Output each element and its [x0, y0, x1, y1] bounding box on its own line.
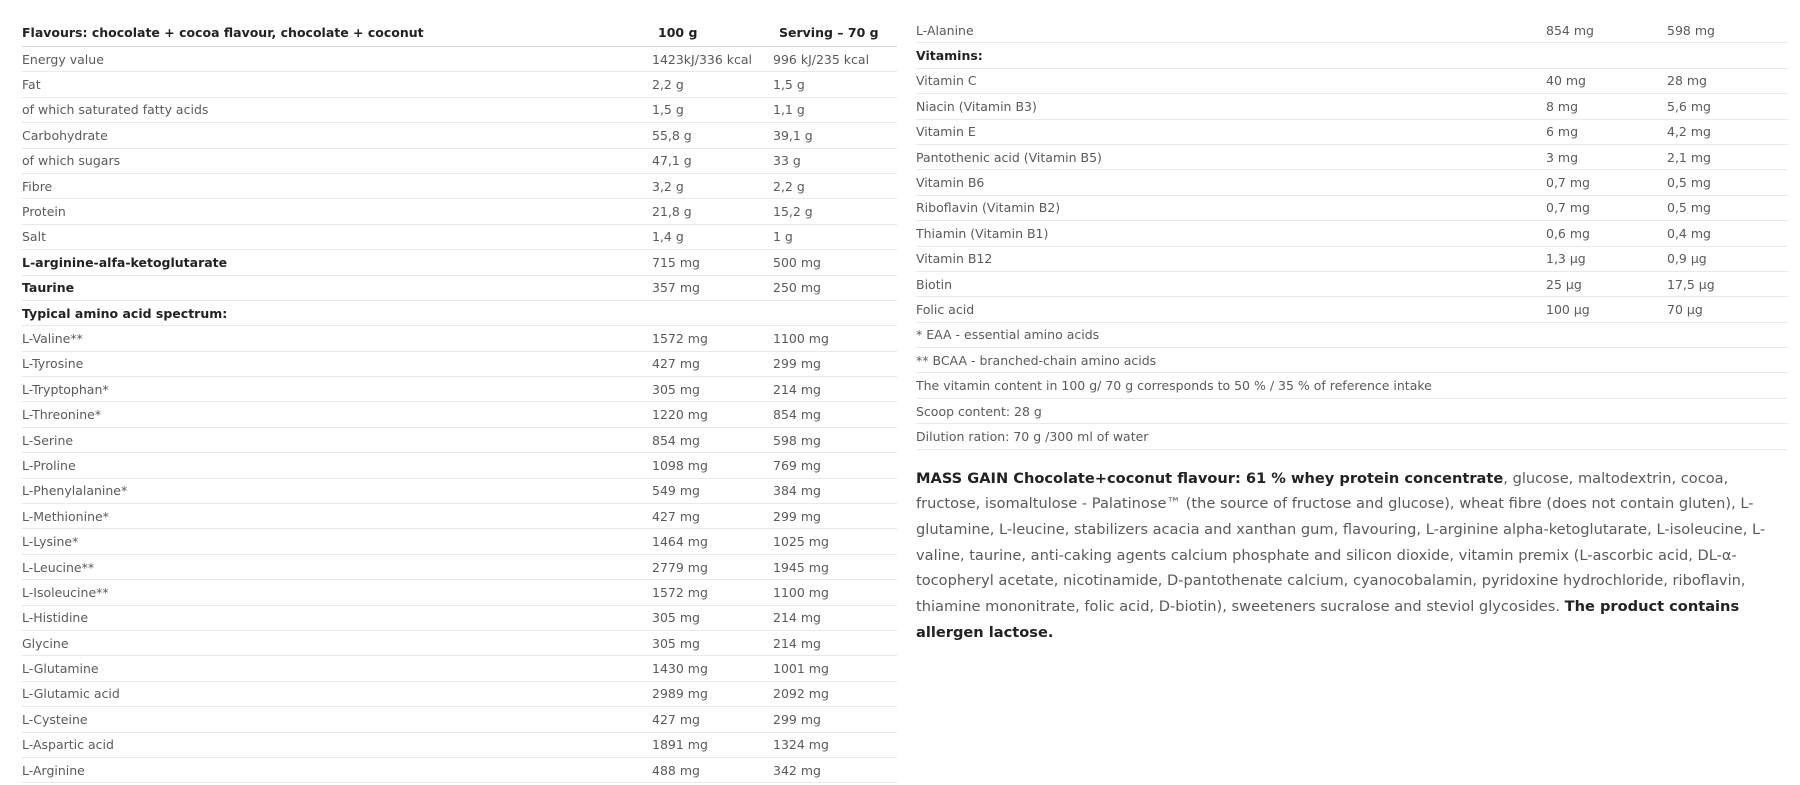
table-row: [22, 275, 897, 300]
table-row: [22, 300, 897, 325]
row-value-serving: 1,5 g: [773, 72, 897, 97]
row-value-100g: 854 mg: [652, 427, 773, 452]
table-row: [22, 250, 897, 275]
vitamins-panel: [916, 18, 1788, 660]
row-value-serving: 342 mg: [773, 757, 897, 782]
row-value-serving: 70 µg: [1667, 297, 1788, 322]
table-row: [22, 504, 897, 529]
row-label: L-Threonine*: [22, 402, 652, 427]
table-row: [916, 170, 1788, 195]
row-value-serving: 0,4 mg: [1667, 221, 1788, 246]
row-label: Folic acid: [916, 297, 1546, 322]
vitamins-table: [916, 18, 1788, 450]
table-row: [916, 18, 1788, 43]
row-label: L-Serine: [22, 427, 652, 452]
table-row: [916, 43, 1788, 68]
row-value-100g: 55,8 g: [652, 123, 773, 148]
table-row: [22, 199, 897, 224]
row-label: Fat: [22, 72, 652, 97]
row-label: L-Lysine*: [22, 529, 652, 554]
table-row: [916, 144, 1788, 169]
row-value-serving: 0,5 mg: [1667, 170, 1788, 195]
table-row: [916, 246, 1788, 271]
row-value-serving: 1100 mg: [773, 580, 897, 605]
row-value-serving: 1,1 g: [773, 97, 897, 122]
row-label: L-Histidine: [22, 605, 652, 630]
note-text: The vitamin content in 100 g/ 70 g corresponds to 50 % / 35 % of reference intake: [916, 373, 1788, 398]
row-value-100g: 8 mg: [1546, 94, 1667, 119]
allergen-note: The product contains allergen lactose.: [916, 598, 1740, 641]
row-value-serving: 214 mg: [773, 377, 897, 402]
row-label: Niacin (Vitamin B3): [916, 94, 1546, 119]
row-value-serving: 15,2 g: [773, 199, 897, 224]
table-row: [22, 681, 897, 706]
row-value-100g: 1464 mg: [652, 529, 773, 554]
row-value-100g: 1423kJ/336 kcal: [652, 47, 773, 72]
table-row: [22, 47, 897, 72]
row-value-100g: 305 mg: [652, 605, 773, 630]
row-value-100g: 1,3 µg: [1546, 246, 1667, 271]
row-label: Fibre: [22, 173, 652, 198]
header-serving: Serving – 70 g: [773, 18, 897, 47]
table-row: [22, 630, 897, 655]
table-row: [22, 173, 897, 198]
header-flavours: Flavours: chocolate + cocoa flavour, chocolate + coconut: [22, 18, 652, 47]
row-value-serving: 1100 mg: [773, 326, 897, 351]
table-row: [22, 707, 897, 732]
row-value-serving: 996 kJ/235 kcal: [773, 47, 897, 72]
row-value-serving: 299 mg: [773, 351, 897, 376]
row-value-serving: 0,5 mg: [1667, 195, 1788, 220]
table-row: [22, 478, 897, 503]
row-label: Riboflavin (Vitamin B2): [916, 195, 1546, 220]
header-per-100g: 100 g: [652, 18, 773, 47]
table-row: [22, 224, 897, 249]
row-value-serving: 17,5 µg: [1667, 271, 1788, 296]
note-row: [916, 373, 1788, 398]
row-value-100g: 1220 mg: [652, 402, 773, 427]
row-label: Energy value: [22, 47, 652, 72]
row-value-100g: 2,2 g: [652, 72, 773, 97]
row-label: Vitamin C: [916, 68, 1546, 93]
row-value-serving: 854 mg: [773, 402, 897, 427]
row-value-serving: 250 mg: [773, 275, 897, 300]
row-label: of which saturated fatty acids: [22, 97, 652, 122]
row-value-100g: 427 mg: [652, 504, 773, 529]
row-value-100g: 0,7 mg: [1546, 195, 1667, 220]
row-value-serving: 598 mg: [773, 427, 897, 452]
row-value-100g: 488 mg: [652, 757, 773, 782]
table-row: [22, 757, 897, 782]
ingredients-lead: MASS GAIN Chocolate+coconut flavour: 61 % whey protein concentrate: [916, 469, 1504, 487]
row-value-100g: 2989 mg: [652, 681, 773, 706]
row-value-100g: 427 mg: [652, 351, 773, 376]
ingredients-body: , glucose, maltodextrin, cocoa, fructose, isomaltulose - Palatinose™ (the source of fructose and glucose), wheat fibre (does not contain gluten), L-glutamine, L-leucine, stabilizers acacia and xanthan gum, flavouring, L-arginine alpha-ketoglutarate, L-isoleucine, L-valine, taurine, anti-caking agents calcium phosphate and silicon dioxide, vitamin premix (L-ascorbic acid, DL-α-tocopheryl acetate, nicotinamide, D-pantothenate calcium, cyanocobalamin, pyridoxine hydrochloride, riboflavin, thiamine mononitrate, folic acid, D-biotin), sweeteners sucralose and steviol glycosides.: [916, 469, 1766, 616]
table-row: [916, 221, 1788, 246]
row-label: Carbohydrate: [22, 123, 652, 148]
row-label: Protein: [22, 199, 652, 224]
row-value-serving: 384 mg: [773, 478, 897, 503]
row-label: L-Valine**: [22, 326, 652, 351]
row-value-serving: [773, 300, 897, 325]
row-value-serving: 214 mg: [773, 605, 897, 630]
table-row: [22, 732, 897, 757]
row-value-serving: 4,2 mg: [1667, 119, 1788, 144]
row-label: L-Isoleucine**: [22, 580, 652, 605]
row-value-serving: 2,2 g: [773, 173, 897, 198]
note-row: [916, 424, 1788, 449]
table-row: [916, 94, 1788, 119]
row-label: L-Phenylalanine*: [22, 478, 652, 503]
note-text: ** BCAA - branched-chain amino acids: [916, 348, 1788, 373]
table-row: [916, 195, 1788, 220]
table-row: [22, 377, 897, 402]
table-row: [22, 605, 897, 630]
table-row: [22, 580, 897, 605]
row-label: Vitamins:: [916, 43, 1546, 68]
table-row: [22, 453, 897, 478]
row-value-serving: 39,1 g: [773, 123, 897, 148]
row-value-serving: 1001 mg: [773, 656, 897, 681]
note-row: [916, 348, 1788, 373]
row-label: Vitamin B12: [916, 246, 1546, 271]
table-row: [22, 656, 897, 681]
row-value-100g: [652, 300, 773, 325]
row-value-100g: 21,8 g: [652, 199, 773, 224]
row-label: Taurine: [22, 275, 652, 300]
row-value-serving: 1945 mg: [773, 554, 897, 579]
row-value-100g: 1572 mg: [652, 326, 773, 351]
row-label: L-arginine-alfa-ketoglutarate: [22, 250, 652, 275]
vitamins-table-body: [916, 18, 1788, 449]
row-value-100g: 854 mg: [1546, 18, 1667, 43]
row-value-100g: 2779 mg: [652, 554, 773, 579]
row-value-serving: 769 mg: [773, 453, 897, 478]
nutrition-table-header: [22, 18, 897, 47]
table-row: [22, 351, 897, 376]
row-value-serving: 1 g: [773, 224, 897, 249]
row-value-100g: 40 mg: [1546, 68, 1667, 93]
row-value-100g: 1430 mg: [652, 656, 773, 681]
row-value-serving: 0,9 µg: [1667, 246, 1788, 271]
row-value-100g: 1572 mg: [652, 580, 773, 605]
row-label: Glycine: [22, 630, 652, 655]
row-value-100g: 25 µg: [1546, 271, 1667, 296]
table-row: [22, 427, 897, 452]
table-row: [22, 123, 897, 148]
row-value-100g: 427 mg: [652, 707, 773, 732]
row-label: of which sugars: [22, 148, 652, 173]
row-value-serving: 5,6 mg: [1667, 94, 1788, 119]
table-row: [916, 297, 1788, 322]
row-label: Salt: [22, 224, 652, 249]
row-value-serving: 214 mg: [773, 630, 897, 655]
row-label: Vitamin B6: [916, 170, 1546, 195]
row-label: L-Tyrosine: [22, 351, 652, 376]
nutrition-table: [22, 18, 897, 783]
row-value-100g: 3 mg: [1546, 144, 1667, 169]
row-value-serving: 299 mg: [773, 707, 897, 732]
table-row: [22, 97, 897, 122]
table-row: [22, 148, 897, 173]
row-value-100g: 6 mg: [1546, 119, 1667, 144]
table-row: [22, 72, 897, 97]
row-value-serving: [1667, 43, 1788, 68]
row-label: L-Cysteine: [22, 707, 652, 732]
row-value-100g: 100 µg: [1546, 297, 1667, 322]
note-text: * EAA - essential amino acids: [916, 322, 1788, 347]
table-row: [916, 119, 1788, 144]
row-value-100g: 1,4 g: [652, 224, 773, 249]
row-value-100g: 357 mg: [652, 275, 773, 300]
row-label: Pantothenic acid (Vitamin B5): [916, 144, 1546, 169]
row-label: Thiamin (Vitamin B1): [916, 221, 1546, 246]
row-label: L-Glutamic acid: [22, 681, 652, 706]
note-text: Dilution ration: 70 g /300 ml of water: [916, 424, 1788, 449]
row-label: Biotin: [916, 271, 1546, 296]
row-value-serving: 299 mg: [773, 504, 897, 529]
row-value-serving: 2092 mg: [773, 681, 897, 706]
ingredients-text: [916, 466, 1788, 646]
row-value-100g: 549 mg: [652, 478, 773, 503]
row-label: L-Alanine: [916, 18, 1546, 43]
row-label: L-Glutamine: [22, 656, 652, 681]
row-value-serving: 28 mg: [1667, 68, 1788, 93]
table-row: [916, 68, 1788, 93]
row-value-serving: 598 mg: [1667, 18, 1788, 43]
row-value-serving: 1324 mg: [773, 732, 897, 757]
row-value-100g: 3,2 g: [652, 173, 773, 198]
row-value-100g: 47,1 g: [652, 148, 773, 173]
row-value-100g: 715 mg: [652, 250, 773, 275]
row-label: L-Methionine*: [22, 504, 652, 529]
note-text: Scoop content: 28 g: [916, 398, 1788, 423]
table-row: [22, 554, 897, 579]
row-value-100g: 1098 mg: [652, 453, 773, 478]
table-row: [22, 402, 897, 427]
row-value-100g: 305 mg: [652, 630, 773, 655]
row-value-100g: 1891 mg: [652, 732, 773, 757]
row-value-100g: 1,5 g: [652, 97, 773, 122]
row-label: L-Aspartic acid: [22, 732, 652, 757]
row-label: Typical amino acid spectrum:: [22, 300, 652, 325]
row-label: L-Leucine**: [22, 554, 652, 579]
table-row: [22, 529, 897, 554]
table-row: [916, 271, 1788, 296]
note-row: [916, 398, 1788, 423]
row-value-100g: 305 mg: [652, 377, 773, 402]
row-value-serving: 2,1 mg: [1667, 144, 1788, 169]
nutrition-table-body: [22, 47, 897, 783]
row-label: Vitamin E: [916, 119, 1546, 144]
row-value-100g: 0,6 mg: [1546, 221, 1667, 246]
row-label: L-Arginine: [22, 757, 652, 782]
row-value-100g: [1546, 43, 1667, 68]
nutrition-panel: [22, 18, 897, 783]
row-label: L-Proline: [22, 453, 652, 478]
row-value-serving: 500 mg: [773, 250, 897, 275]
table-row: [22, 326, 897, 351]
note-row: [916, 322, 1788, 347]
row-value-serving: 33 g: [773, 148, 897, 173]
row-value-serving: 1025 mg: [773, 529, 897, 554]
row-value-100g: 0,7 mg: [1546, 170, 1667, 195]
row-label: L-Tryptophan*: [22, 377, 652, 402]
